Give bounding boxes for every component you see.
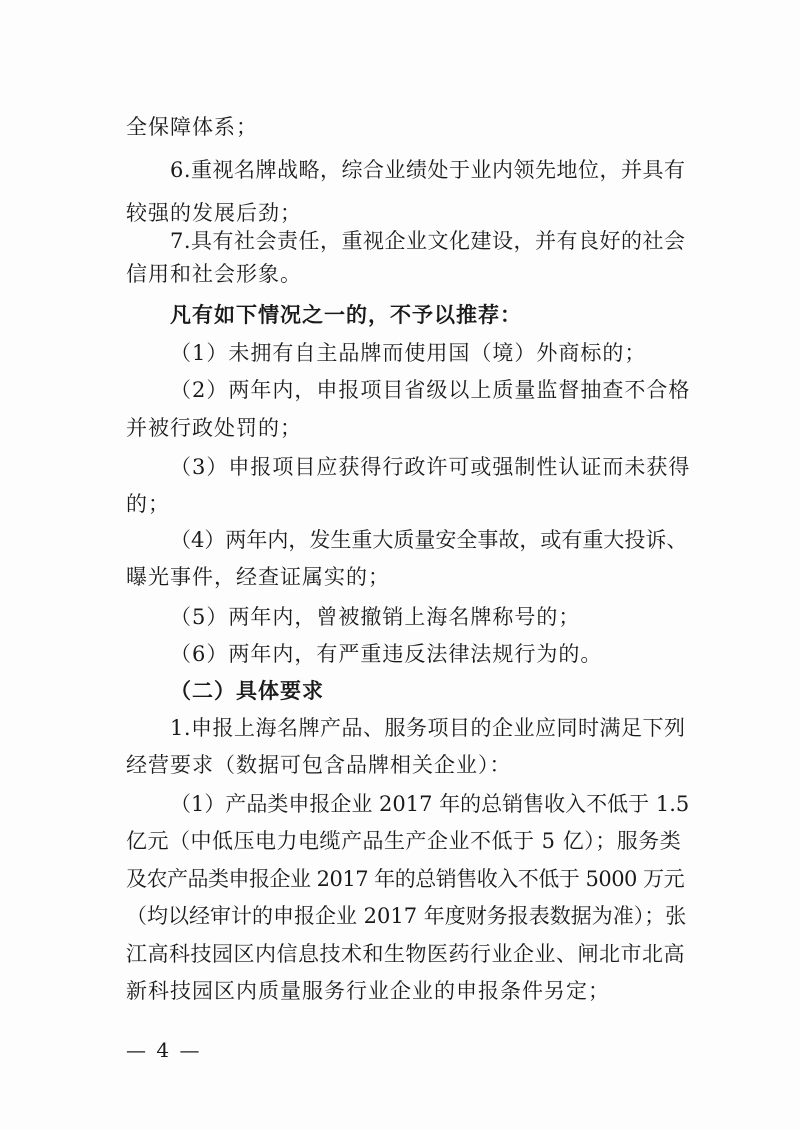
text-line: 及农产品类申报企业 2017 年的总销售收入不低于 5000 万元 bbox=[126, 867, 685, 891]
text-line: 新科技园区内质量服务行业企业的申报条件另定； bbox=[126, 979, 610, 1003]
text-line: 信用和社会形象。 bbox=[126, 262, 302, 286]
text-line: 经营要求（数据可包含品牌相关企业）： bbox=[126, 753, 512, 777]
text-line: （均以经审计的申报企业 2017 年度财务报表数据为准）；张 bbox=[126, 904, 687, 928]
text-line: 的； bbox=[126, 492, 170, 516]
section-heading: 凡有如下情况之一的，不予以推荐： bbox=[170, 302, 522, 327]
text-line: 亿元（中低压电力电缆产品生产企业不低于 5 亿）；服务类 bbox=[126, 829, 682, 853]
text-line: 并被行政处罚的； bbox=[126, 416, 302, 440]
text-line: 1.申报上海名牌产品、服务项目的企业应同时满足下列 bbox=[170, 716, 686, 740]
text-line: （5）两年内，曾被撤销上海名牌称号的； bbox=[170, 605, 581, 629]
text-line: （2）两年内，申报项目省级以上质量监督抽查不合格 bbox=[170, 378, 691, 402]
text-line: 6.重视名牌战略，综合业绩处于业内领先地位，并具有 bbox=[170, 158, 686, 182]
page-number: — 4 — bbox=[126, 1038, 202, 1062]
text-line: （1）未拥有自主品牌而使用国（境）外商标的； bbox=[170, 341, 647, 365]
text-line: 全保障体系； bbox=[126, 115, 258, 139]
text-line: （4）两年内，发生重大质量安全事故，或有重大投诉、 bbox=[170, 528, 688, 552]
text-line: 较强的发展后劲； bbox=[126, 201, 302, 225]
text-line: （6）两年内，有严重违反法律法规行为的。 bbox=[170, 642, 603, 666]
section-heading: （二）具体要求 bbox=[170, 678, 324, 703]
text-line: 江高科技园区内信息技术和生物医药行业企业、闸北市北高 bbox=[126, 942, 685, 966]
text-line: （1）产品类申报企业 2017 年的总销售收入不低于 1.5 bbox=[170, 792, 690, 816]
text-line: 7.具有社会责任，重视企业文化建设，并有良好的社会 bbox=[170, 229, 686, 253]
text-line: （3）申报项目应获得行政许可或强制性认证而未获得 bbox=[170, 455, 691, 479]
text-line: 曝光事件，经查证属实的； bbox=[126, 565, 390, 589]
